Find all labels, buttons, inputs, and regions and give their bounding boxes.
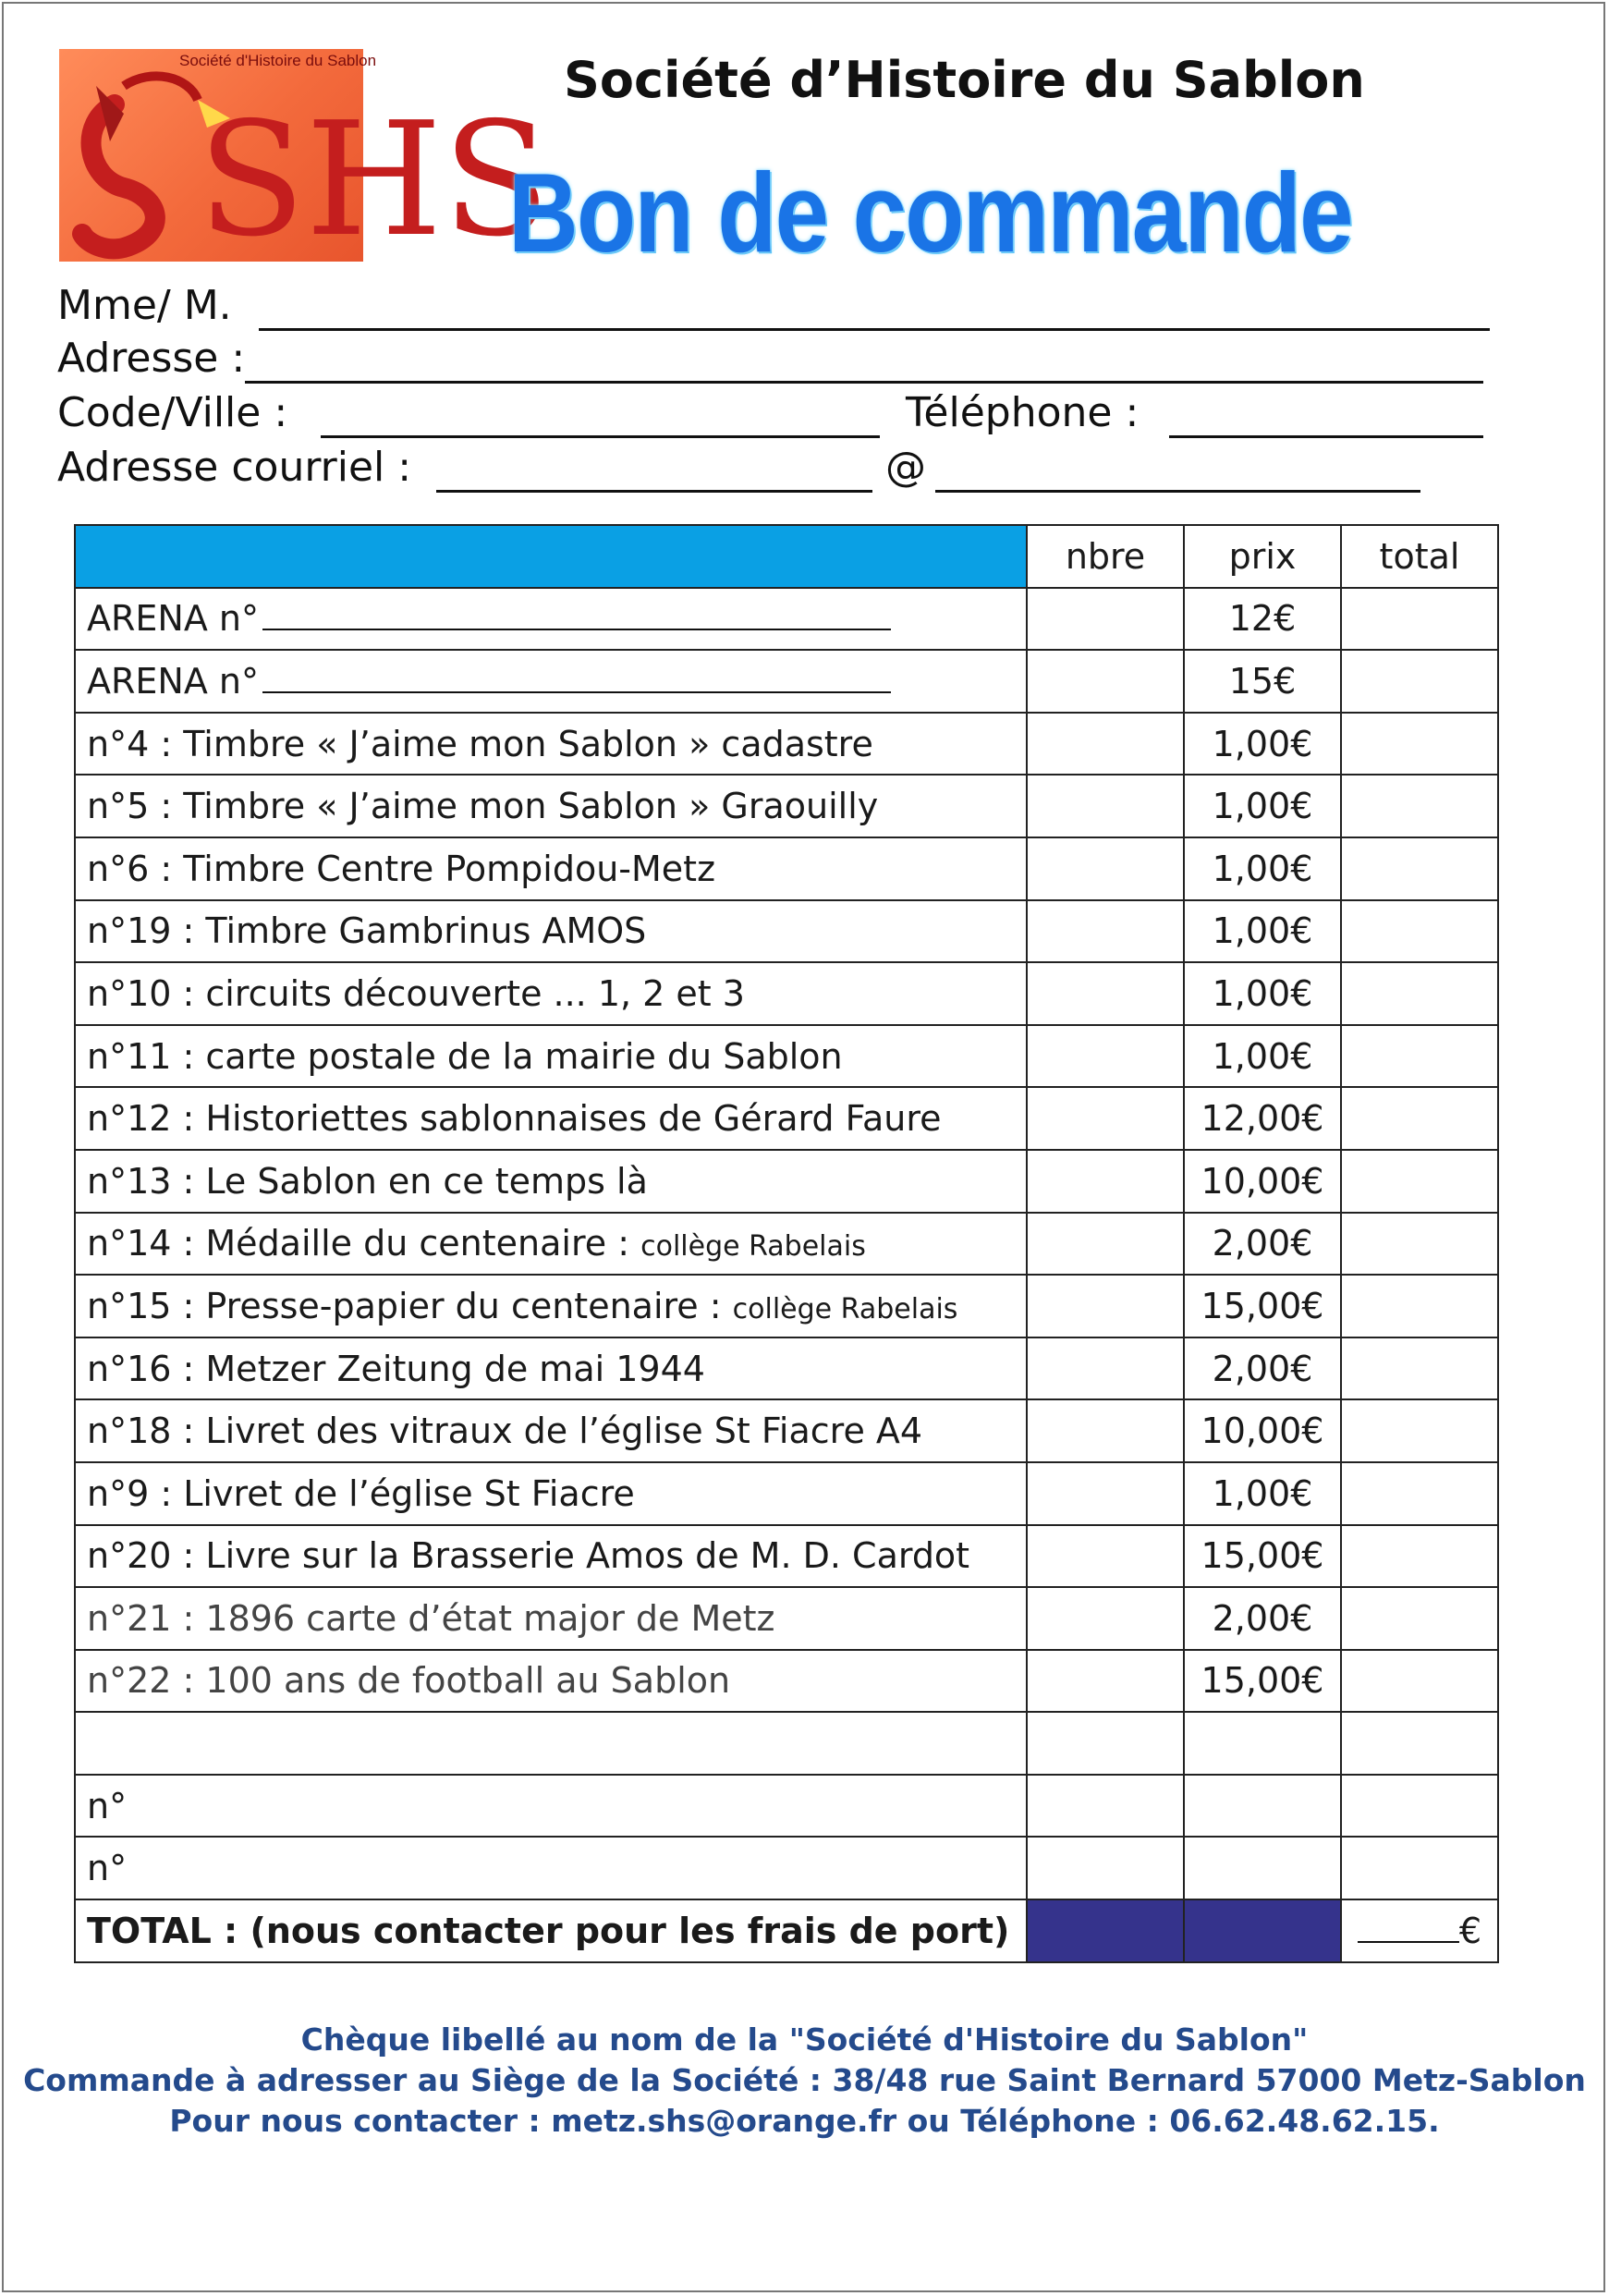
quantity-cell[interactable] [1027, 650, 1184, 713]
item-description: n°19 : Timbre Gambrinus AMOS [87, 910, 647, 952]
arena-number-field[interactable] [262, 691, 891, 693]
price-cell: 1,00€ [1184, 1462, 1341, 1525]
total-cell[interactable] [1341, 588, 1498, 651]
total-cell[interactable] [1341, 713, 1498, 776]
address-field[interactable] [245, 381, 1483, 384]
total-cell[interactable] [1341, 1150, 1498, 1213]
phone-field[interactable] [1169, 435, 1483, 438]
footer-address: Commande à adresser au Siège de la Société : 38/48 rue Saint Bernard 57000 Metz-Sablon [23, 2062, 1586, 2098]
email-label: Adresse courriel : [57, 444, 412, 491]
footer-contact: Pour nous contacter : metz.shs@orange.fr ou Téléphone : 06.62.48.62.15. [169, 2103, 1440, 2139]
total-cell[interactable] [1341, 962, 1498, 1025]
order-table [74, 524, 1499, 1963]
price-cell: 1,00€ [1184, 713, 1341, 776]
quantity-cell[interactable] [1027, 775, 1184, 837]
item-description: n°15 : Presse-papier du centenaire : [87, 1285, 722, 1326]
item-description: n°18 : Livret des vitraux de l’église St Fiacre A4 [87, 1411, 923, 1452]
email-domain-field[interactable] [935, 490, 1420, 493]
item-description: n°9 : Livret de l’église St Fiacre [87, 1472, 635, 1514]
table-row [75, 1650, 1498, 1713]
total-cell[interactable] [1341, 1087, 1498, 1150]
item-description: ARENA n° [87, 598, 259, 640]
total-cell[interactable] [1341, 1587, 1498, 1650]
table-row [75, 1712, 1498, 1775]
price-cell: 15,00€ [1184, 1525, 1341, 1588]
currency-symbol: € [1458, 1910, 1482, 1951]
table-row [75, 1587, 1498, 1650]
quantity-cell[interactable] [1027, 1087, 1184, 1150]
city-label: Code/Ville : [57, 389, 288, 436]
total-cell[interactable] [1341, 775, 1498, 837]
quantity-cell[interactable] [1027, 1587, 1184, 1650]
table-row [75, 1275, 1498, 1337]
phone-label: Téléphone : [906, 389, 1140, 436]
price-cell: 1,00€ [1184, 1025, 1341, 1088]
total-cell[interactable] [1341, 1337, 1498, 1400]
item-description: n°16 : Metzer Zeitung de mai 1944 [87, 1348, 705, 1389]
table-header-row [75, 525, 1498, 588]
price-cell: 12,00€ [1184, 1087, 1341, 1150]
item-description: n°21 : 1896 carte d’état major de Metz [87, 1597, 775, 1639]
table-row [75, 1525, 1498, 1588]
grand-total-field[interactable] [1358, 1941, 1459, 1943]
quantity-cell[interactable] [1027, 588, 1184, 651]
total-nbre-shaded [1027, 1899, 1184, 1962]
shs-logo [59, 49, 551, 272]
table-row [75, 1775, 1498, 1838]
total-cell[interactable] [1341, 1399, 1498, 1462]
quantity-cell[interactable] [1027, 1712, 1184, 1775]
header-prix: prix [1184, 525, 1341, 588]
total-cell[interactable] [1341, 900, 1498, 963]
price-cell: 2,00€ [1184, 1337, 1341, 1400]
item-description: n°10 : circuits découverte ... 1, 2 et 3 [87, 972, 745, 1014]
price-cell: 1,00€ [1184, 900, 1341, 963]
total-cell[interactable] [1341, 1712, 1498, 1775]
quantity-cell[interactable] [1027, 1275, 1184, 1337]
table-row [75, 775, 1498, 837]
total-cell[interactable] [1341, 1213, 1498, 1276]
table-row [75, 713, 1498, 776]
item-description: n°4 : Timbre « J’aime mon Sablon » cadastre [87, 723, 873, 764]
price-cell: 1,00€ [1184, 837, 1341, 900]
item-description: n°13 : Le Sablon en ce temps là [87, 1160, 648, 1202]
name-label: Mme/ M. [57, 282, 232, 329]
dragon-icon [59, 49, 551, 272]
email-user-field[interactable] [436, 490, 872, 493]
quantity-cell[interactable] [1027, 900, 1184, 963]
item-subtext: collège Rabelais [640, 1230, 866, 1264]
quantity-cell[interactable] [1027, 1337, 1184, 1400]
city-field[interactable] [321, 435, 880, 438]
table-row [75, 1462, 1498, 1525]
at-sign: @ [885, 444, 926, 491]
price-cell[interactable] [1184, 1837, 1341, 1899]
price-cell[interactable] [1184, 1712, 1341, 1775]
logo-name: Société d'Histoire du Sablon [179, 52, 377, 69]
table-row [75, 1337, 1498, 1400]
price-cell: 10,00€ [1184, 1399, 1341, 1462]
price-cell: 2,00€ [1184, 1213, 1341, 1276]
price-cell: 1,00€ [1184, 962, 1341, 1025]
item-description[interactable]: n° [87, 1848, 128, 1889]
quantity-cell[interactable] [1027, 1650, 1184, 1713]
header-total: total [1341, 525, 1498, 588]
quantity-cell[interactable] [1027, 1213, 1184, 1276]
item-subtext: collège Rabelais [732, 1292, 958, 1325]
table-row [75, 1087, 1498, 1150]
quantity-cell[interactable] [1027, 1025, 1184, 1088]
item-description: n°22 : 100 ans de football au Sablon [87, 1660, 731, 1702]
address-label: Adresse : [57, 335, 246, 382]
total-cell[interactable] [1341, 1775, 1498, 1838]
total-cell[interactable] [1341, 1462, 1498, 1525]
table-row [75, 1213, 1498, 1276]
quantity-cell[interactable] [1027, 1150, 1184, 1213]
price-cell: 15,00€ [1184, 1650, 1341, 1713]
total-label: TOTAL : (nous contacter pour les frais de port) [87, 1910, 1010, 1951]
table-row [75, 962, 1498, 1025]
header-blank [75, 525, 1027, 588]
item-description: n°12 : Historiettes sablonnaises de Gérard Faure [87, 1098, 942, 1140]
total-prix-shaded [1184, 1899, 1341, 1962]
total-cell[interactable] [1341, 1275, 1498, 1337]
table-row [75, 1025, 1498, 1088]
item-description: n°20 : Livre sur la Brasserie Amos de M. D. Cardot [87, 1535, 970, 1577]
table-row [75, 1399, 1498, 1462]
grand-total-cell[interactable] [1341, 1899, 1498, 1962]
item-description: ARENA n° [87, 660, 259, 702]
table-row [75, 1837, 1498, 1899]
table-row [75, 588, 1498, 651]
header-nbre: nbre [1027, 525, 1184, 588]
item-description: n°11 : carte postale de la mairie du Sablon [87, 1035, 843, 1077]
organization-title: Société d’Histoire du Sablon [564, 51, 1365, 109]
price-cell[interactable] [1184, 1775, 1341, 1838]
total-cell[interactable] [1341, 1650, 1498, 1713]
arena-number-field[interactable] [262, 629, 891, 630]
item-description: n°5 : Timbre « J’aime mon Sablon » Graouilly [87, 786, 879, 827]
total-cell[interactable] [1341, 650, 1498, 713]
quantity-cell[interactable] [1027, 837, 1184, 900]
price-cell: 2,00€ [1184, 1587, 1341, 1650]
quantity-cell[interactable] [1027, 962, 1184, 1025]
table-row [75, 650, 1498, 713]
item-description[interactable]: n° [87, 1785, 128, 1826]
footer-cheque-info: Chèque libellé au nom de la "Société d'Histoire du Sablon" [300, 2021, 1309, 2058]
price-cell: 15,00€ [1184, 1275, 1341, 1337]
total-cell[interactable] [1341, 837, 1498, 900]
table-row [75, 900, 1498, 963]
table-row [75, 1150, 1498, 1213]
name-field[interactable] [259, 328, 1490, 331]
total-row [75, 1899, 1498, 1962]
quantity-cell[interactable] [1027, 1462, 1184, 1525]
quantity-cell[interactable] [1027, 1837, 1184, 1899]
price-cell: 12€ [1184, 588, 1341, 651]
table-row [75, 837, 1498, 900]
item-description: n°14 : Médaille du centenaire : [87, 1223, 629, 1264]
quantity-cell[interactable] [1027, 713, 1184, 776]
quantity-cell[interactable] [1027, 1399, 1184, 1462]
price-cell: 10,00€ [1184, 1150, 1341, 1213]
logo-letters: SHS [198, 89, 551, 272]
total-cell[interactable] [1341, 1025, 1498, 1088]
price-cell: 1,00€ [1184, 775, 1341, 837]
item-description: n°6 : Timbre Centre Pompidou-Metz [87, 848, 716, 889]
quantity-cell[interactable] [1027, 1525, 1184, 1588]
page-title: Bon de commande [508, 150, 1352, 275]
total-cell[interactable] [1341, 1837, 1498, 1899]
price-cell: 15€ [1184, 650, 1341, 713]
quantity-cell[interactable] [1027, 1775, 1184, 1838]
total-cell[interactable] [1341, 1525, 1498, 1588]
